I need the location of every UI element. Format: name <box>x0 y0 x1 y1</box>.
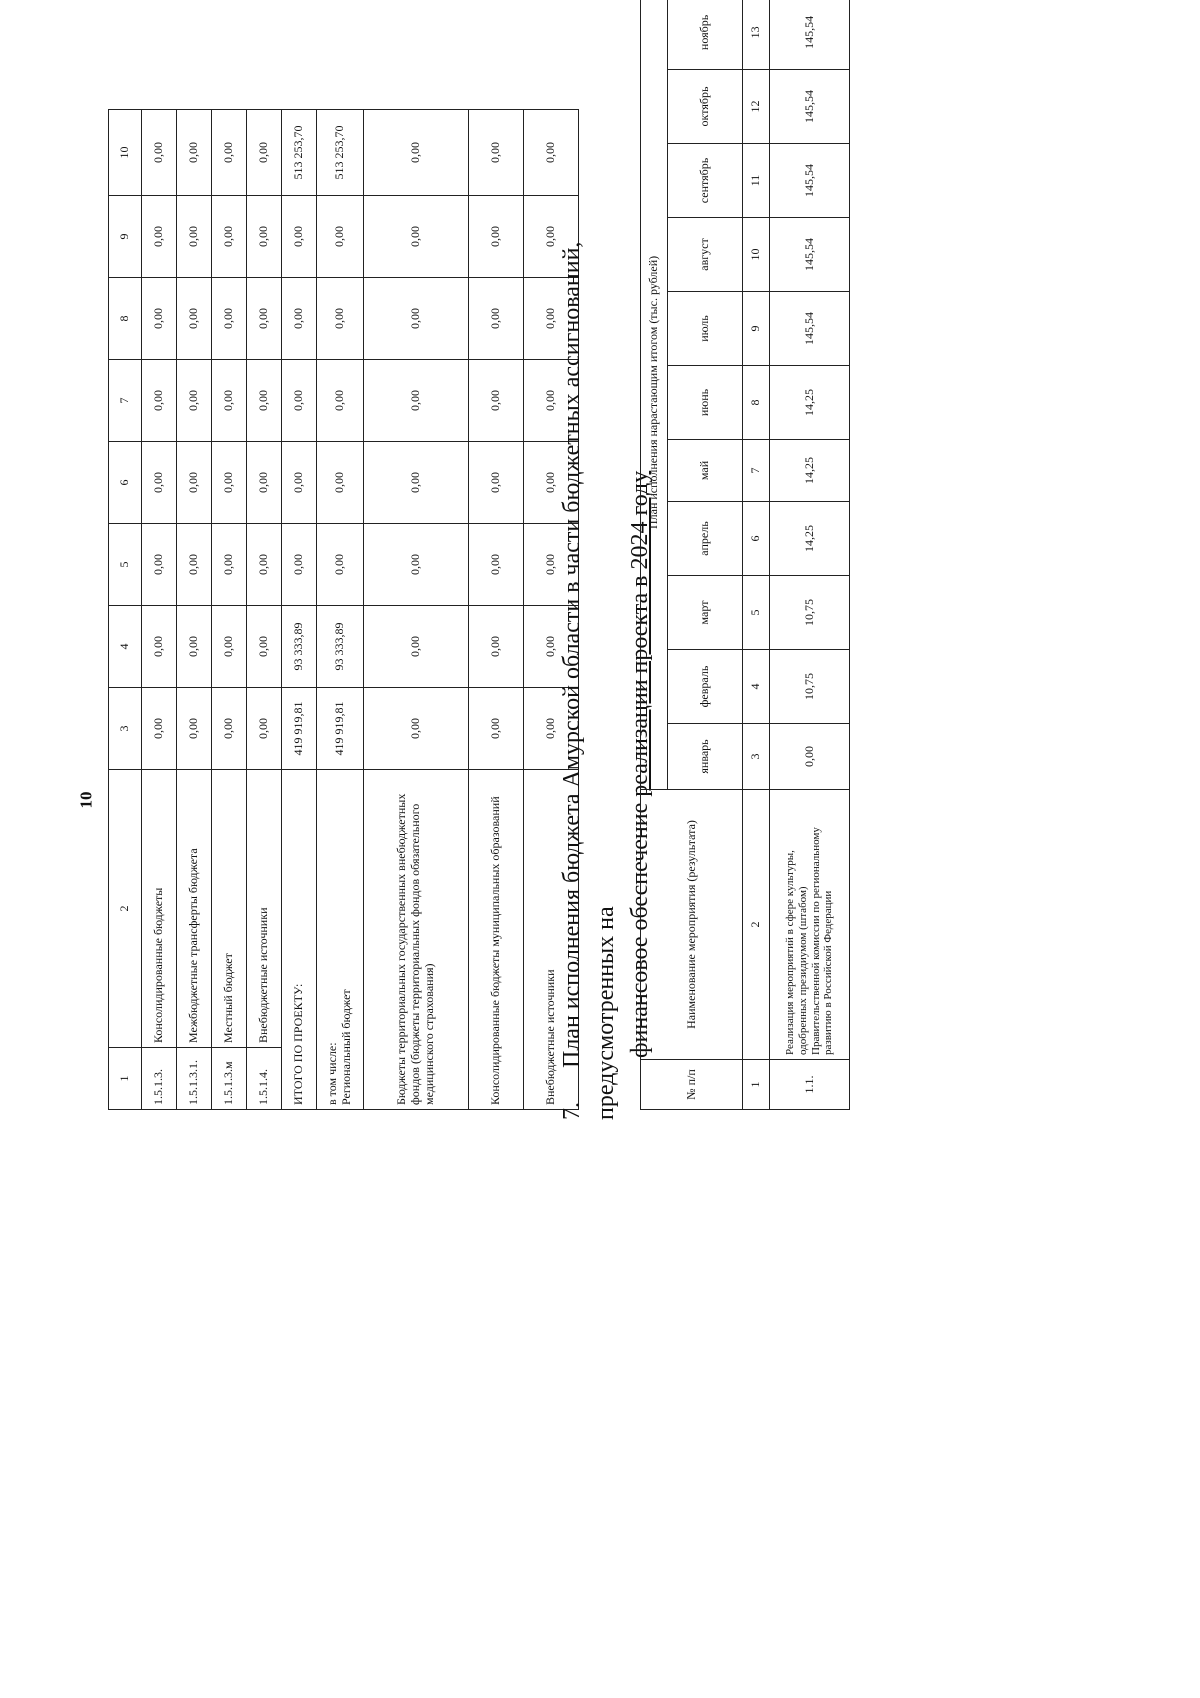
table2-index-cell: 10 <box>743 218 770 292</box>
table1-body <box>142 110 579 1110</box>
table1-value-cell: 419 919,81 <box>282 688 317 770</box>
table1-value-cell: 0,00 <box>524 196 579 278</box>
table1-value-cell: 513 253,70 <box>282 110 317 196</box>
table2-month-header: сентябрь <box>668 144 743 218</box>
table1-row <box>212 110 247 1110</box>
table2-month-header: октябрь <box>668 70 743 144</box>
table2-month-header: май <box>668 440 743 502</box>
table2-index-cell: 1 <box>743 1060 770 1110</box>
table1-header-cell: 7 <box>109 360 142 442</box>
table2-month-header: апрель <box>668 502 743 576</box>
table2-col-plan-header: План исполнения нарастающим итогом (тыс. рублей) <box>641 0 668 790</box>
table1-header-cell: 9 <box>109 196 142 278</box>
table2-index-cell: 3 <box>743 724 770 790</box>
table1-value-cell: 0,00 <box>212 524 247 606</box>
table1-value-cell: 0,00 <box>177 688 212 770</box>
table2-index-cell: 4 <box>743 650 770 724</box>
table1-name-cell: Внебюджетные источники <box>524 770 579 1110</box>
table1-value-cell: 0,00 <box>177 606 212 688</box>
table1-header-row <box>109 110 142 1110</box>
table1-value-cell: 0,00 <box>247 360 282 442</box>
table2-index-row <box>743 0 770 1110</box>
table2-value-cell: 145,54 <box>770 218 850 292</box>
table1-value-cell: 0,00 <box>212 688 247 770</box>
table1-value-cell: 0,00 <box>247 278 282 360</box>
table2-col-num-header: № п/п <box>641 1060 743 1110</box>
table1-code-cell: 1.5.1.3.1. <box>177 1048 212 1110</box>
table1-value-cell: 0,00 <box>469 688 524 770</box>
table1-header-cell: 3 <box>109 688 142 770</box>
table1-name-cell: Межбюджетные трансферты бюджета <box>177 770 212 1048</box>
table2-value-cell: 145,54 <box>770 292 850 366</box>
table1-value-cell: 513 253,70 <box>317 110 364 196</box>
table1-value-cell: 0,00 <box>469 442 524 524</box>
table1-name-cell: Бюджеты территориальных государственных внебюджетных фондов (бюджеты территориальных фондов обязательного медицинского страхования) <box>364 770 469 1110</box>
table1-row <box>177 110 212 1110</box>
table2-index-cell: 5 <box>743 576 770 650</box>
budget-plan-table <box>640 0 850 1110</box>
table1-name-cell: ИТОГО ПО ПРОЕКТУ: <box>282 770 317 1110</box>
table2-value-cell: 145,54 <box>770 70 850 144</box>
table2-index-cell: 6 <box>743 502 770 576</box>
table1-name-cell: Консолидированные бюджеты <box>142 770 177 1048</box>
table2-value-cell: 145,54 <box>770 0 850 70</box>
table1-value-cell: 0,00 <box>247 110 282 196</box>
table1-value-cell: 0,00 <box>177 360 212 442</box>
table1-value-cell: 0,00 <box>247 524 282 606</box>
table1-value-cell: 0,00 <box>524 688 579 770</box>
table1-value-cell: 0,00 <box>524 360 579 442</box>
table1-value-cell: 0,00 <box>282 196 317 278</box>
table1-value-cell: 0,00 <box>212 360 247 442</box>
table1-name-cell: Консолидированные бюджеты муниципальных образований <box>469 770 524 1110</box>
table1-value-cell: 0,00 <box>142 360 177 442</box>
table1-value-cell: 0,00 <box>364 606 469 688</box>
table2-value-cell: 10,75 <box>770 650 850 724</box>
table2-value-cell: 0,00 <box>770 724 850 790</box>
table2-value-cell: 14,25 <box>770 366 850 440</box>
table2-month-header: июль <box>668 292 743 366</box>
table1-value-cell: 0,00 <box>142 524 177 606</box>
table1-value-cell: 0,00 <box>212 278 247 360</box>
table1-value-cell: 0,00 <box>317 442 364 524</box>
table1-row <box>469 110 524 1110</box>
table1-value-cell: 0,00 <box>177 442 212 524</box>
table1-row <box>364 110 469 1110</box>
table1-header-cell: 8 <box>109 278 142 360</box>
table1-value-cell: 0,00 <box>524 110 579 196</box>
table1-value-cell: 0,00 <box>142 442 177 524</box>
table1-value-cell: 0,00 <box>212 442 247 524</box>
table1-row <box>142 110 177 1110</box>
table1-value-cell: 0,00 <box>524 442 579 524</box>
table1-value-cell: 0,00 <box>364 196 469 278</box>
table1-header-cell: 6 <box>109 442 142 524</box>
table2-index-cell: 2 <box>743 790 770 1060</box>
table1-value-cell: 0,00 <box>282 278 317 360</box>
section-title-line2-underlined: реализации проекта в 2024 году <box>627 470 653 797</box>
table1-header-cell: 2 <box>109 770 142 1048</box>
table1-value-cell: 0,00 <box>177 278 212 360</box>
table1-value-cell: 0,00 <box>524 606 579 688</box>
table1-value-cell: 93 333,89 <box>317 606 364 688</box>
table2-index-cell: 12 <box>743 70 770 144</box>
table2-value-cell: 145,54 <box>770 144 850 218</box>
table1-row <box>317 110 364 1110</box>
table1-value-cell: 0,00 <box>247 442 282 524</box>
table1-header-cell: 1 <box>109 1048 142 1110</box>
table2-month-header: март <box>668 576 743 650</box>
table1-value-cell: 0,00 <box>317 278 364 360</box>
table2-index-cell: 11 <box>743 144 770 218</box>
table2-month-header: январь <box>668 724 743 790</box>
table1-value-cell: 0,00 <box>364 360 469 442</box>
section-number: 7. <box>559 1102 585 1120</box>
table1-value-cell: 0,00 <box>282 360 317 442</box>
table1-name-cell: в том числе: Региональный бюджет <box>317 770 364 1110</box>
table1-value-cell: 0,00 <box>142 196 177 278</box>
table2-month-header: август <box>668 218 743 292</box>
table1-header-cell: 10 <box>109 110 142 196</box>
table1-value-cell: 0,00 <box>469 110 524 196</box>
table2-index-cell: 7 <box>743 440 770 502</box>
table1-value-cell: 0,00 <box>317 360 364 442</box>
table1-value-cell: 0,00 <box>364 110 469 196</box>
table1-value-cell: 0,00 <box>282 524 317 606</box>
table1-value-cell: 0,00 <box>364 688 469 770</box>
table1-value-cell: 0,00 <box>524 524 579 606</box>
table1-value-cell: 0,00 <box>177 196 212 278</box>
table1-code-cell: 1.5.1.3.м <box>212 1048 247 1110</box>
table1-value-cell: 0,00 <box>142 278 177 360</box>
table2-row-num: 1.1. <box>770 1060 850 1110</box>
table1-value-cell: 0,00 <box>247 688 282 770</box>
table1-value-cell: 419 919,81 <box>317 688 364 770</box>
table1-value-cell: 0,00 <box>364 442 469 524</box>
table1-value-cell: 0,00 <box>212 196 247 278</box>
table2-header-row-1 <box>641 0 668 1110</box>
table1-value-cell: 0,00 <box>142 606 177 688</box>
table2-month-header: ноябрь <box>668 0 743 70</box>
table1-value-cell: 0,00 <box>469 360 524 442</box>
table1-value-cell: 0,00 <box>142 110 177 196</box>
table1-value-cell: 0,00 <box>247 196 282 278</box>
budget-sources-table <box>108 109 579 1110</box>
table2-index-cell: 13 <box>743 0 770 70</box>
table1-value-cell: 0,00 <box>524 278 579 360</box>
table1-row <box>282 110 317 1110</box>
table1-row <box>247 110 282 1110</box>
table1-value-cell: 0,00 <box>364 524 469 606</box>
table2-data-row <box>770 0 850 1110</box>
table1-header-cell: 5 <box>109 524 142 606</box>
table1-value-cell: 0,00 <box>212 110 247 196</box>
table1-value-cell: 0,00 <box>469 196 524 278</box>
table1-header-cell: 4 <box>109 606 142 688</box>
page-number: 10 <box>76 791 96 809</box>
rotated-page-content <box>0 14 1200 1640</box>
table1-value-cell: 0,00 <box>177 110 212 196</box>
table2-month-header: февраль <box>668 650 743 724</box>
table1-value-cell: 0,00 <box>469 278 524 360</box>
table1-value-cell: 0,00 <box>247 606 282 688</box>
table1-value-cell: 0,00 <box>282 442 317 524</box>
table2-value-cell: 14,25 <box>770 440 850 502</box>
table2-index-cell: 8 <box>743 366 770 440</box>
section-title-line1: План исполнения бюджета Амурской области в части бюджетных ассигнований, предусмотренных на <box>559 241 619 1120</box>
table1-value-cell: 0,00 <box>469 606 524 688</box>
table1-value-cell: 0,00 <box>317 196 364 278</box>
table1-value-cell: 0,00 <box>212 606 247 688</box>
table2-value-cell: 10,75 <box>770 576 850 650</box>
section-title-line2-pre: финансовое обеспечение <box>627 796 653 1058</box>
table1-name-cell: Внебюджетные источники <box>247 770 282 1048</box>
table1-code-cell: 1.5.1.3. <box>142 1048 177 1110</box>
table1-name-cell: Местный бюджет <box>212 770 247 1048</box>
table1-value-cell: 0,00 <box>317 524 364 606</box>
table2-value-cell: 14,25 <box>770 502 850 576</box>
table1-value-cell: 0,00 <box>364 278 469 360</box>
table2-index-cell: 9 <box>743 292 770 366</box>
table2-month-header: июнь <box>668 366 743 440</box>
table1-value-cell: 93 333,89 <box>282 606 317 688</box>
table1-code-cell: 1.5.1.4. <box>247 1048 282 1110</box>
table1-value-cell: 0,00 <box>142 688 177 770</box>
table2-col-name-header: Наименование мероприятия (результата) <box>641 790 743 1060</box>
table1-value-cell: 0,00 <box>177 524 212 606</box>
table2-row-name: Реализация мероприятий в сфере культуры, одобренных президиумом (штабом) Правительственной комиссии по региональному развитию в Российской Федерации <box>770 790 850 1060</box>
section-heading-line1 <box>555 120 623 1120</box>
table1-value-cell: 0,00 <box>469 524 524 606</box>
